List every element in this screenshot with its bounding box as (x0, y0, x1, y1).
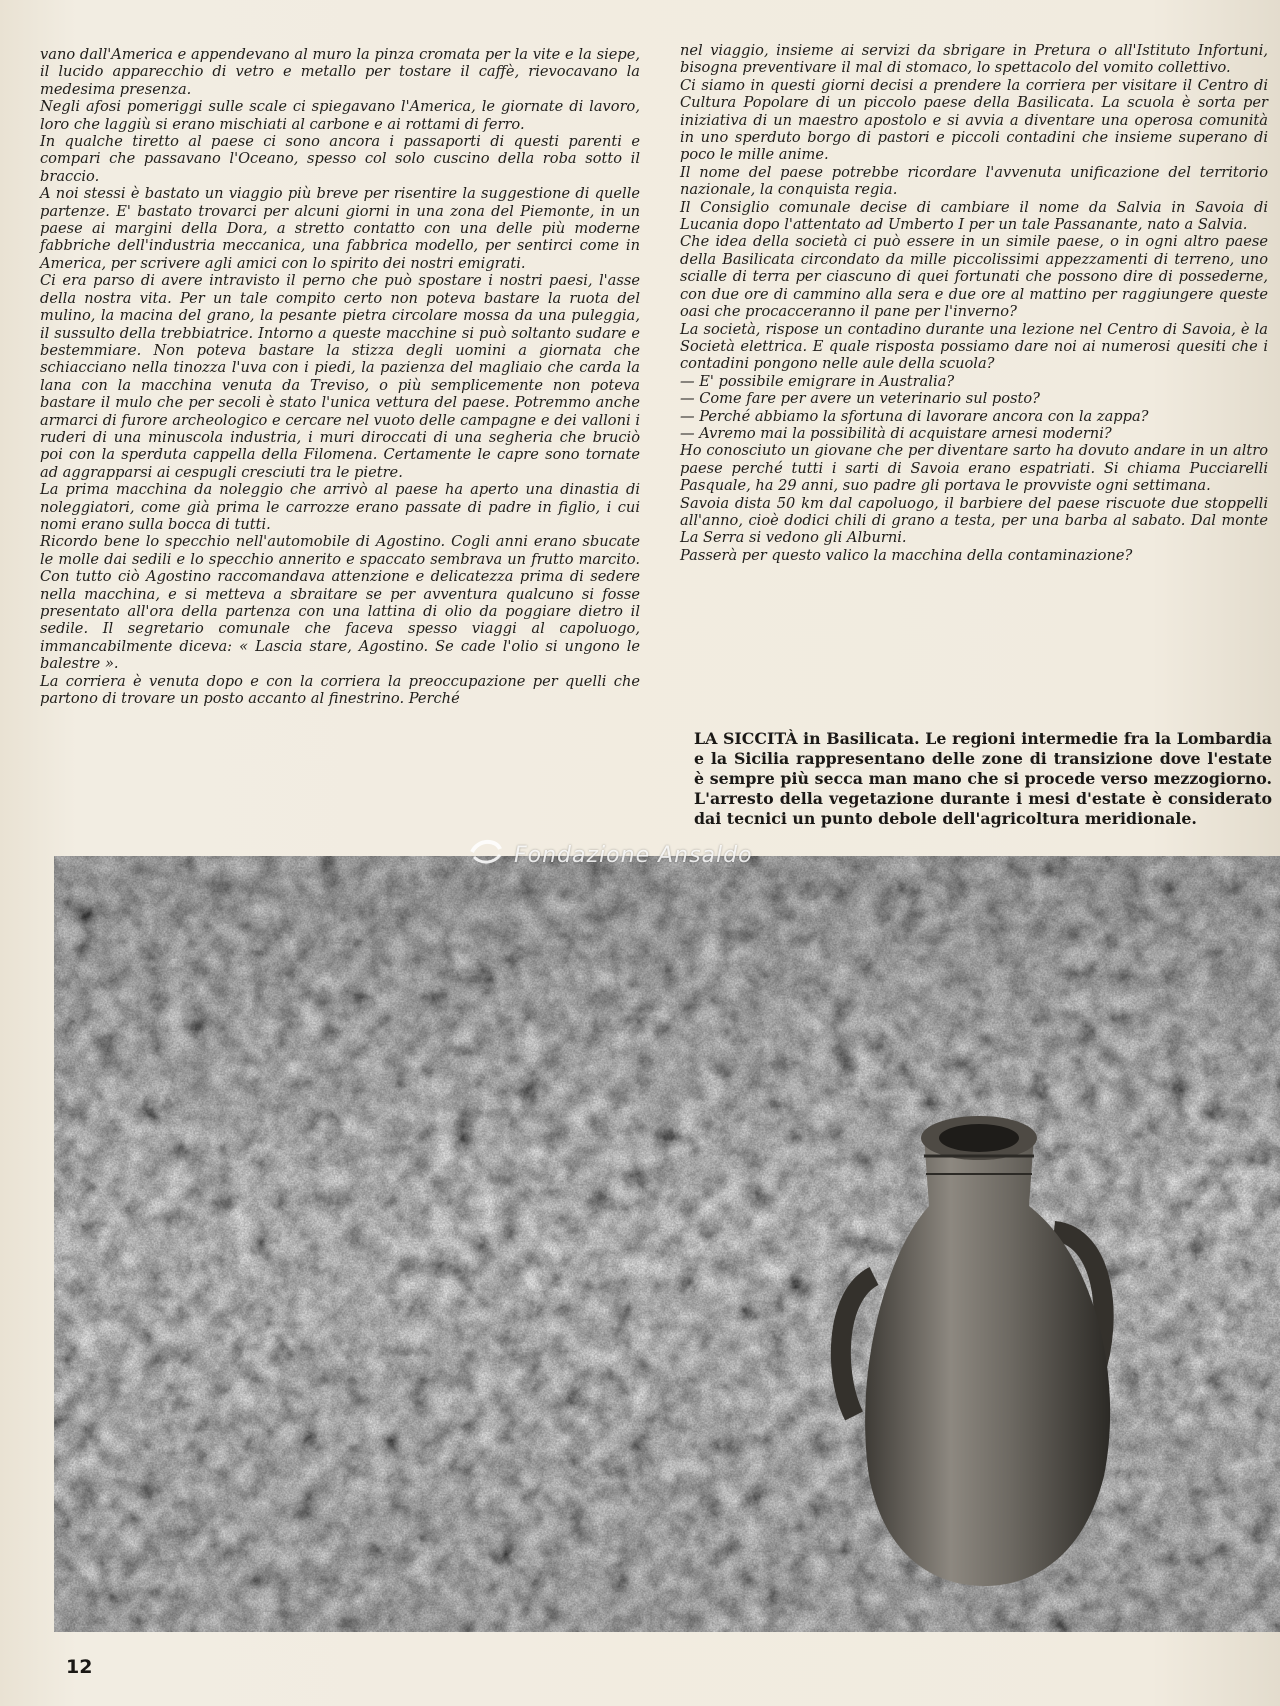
watermark (468, 838, 828, 872)
caption-heading: LA SICCITÀ (694, 729, 798, 748)
paragraph: Ci era parso di avere intravisto il perno che può spostare i nostri paesi, l'asse della nostra vita. Per un tale compito certo non poteva bastare la ruota del mulino, la macina del grano, la pesante pietra circolare mossa da una puleggia, il sussulto della trebbiatrice. Intorno a queste macchine si può soltanto sudare e bestemmiare. Non poteva bastare la stizza degli uomini a giornata che schiacciano nella tinozza l'uva con i piedi, la pazienza del magliaio che carda la lana con la macchina venuta da Treviso, o più semplicemente non poteva bastare il mulo che per secoli è stato l'unica vettura del paese. Potremmo anche armarci di furore archeologico e cercare nel vuoto delle campagne e dei valloni i ruderi di una minuscola industria, i muri diroccati di una segheria che bruciò poi con la sperduta cappella della Filomena. Certamente le capre sono tornate ad aggrapparsi ai cespugli cresciuti tra le pietre. (40, 272, 640, 481)
photo-caption (694, 729, 1272, 829)
paragraph: Il nome del paese potrebbe ricordare l'avvenuta unificazione del territorio nazionale, la conquista regia. (680, 163, 1268, 199)
question-item: — Perché abbiamo la sfortuna di lavorare ancora con la zappa? (680, 407, 1149, 425)
paragraph: La società, rispose un contadino durante una lezione nel Centro di Savoia, è la Società elettrica. E quale risposta possiamo dare noi ai numerosi quesiti che i contadini pongono nelle aule della scuola? (680, 320, 1268, 373)
left-text-column (40, 46, 640, 707)
question-item: — Avremo mai la possibilità di acquistare arnesi moderni? (680, 424, 1112, 442)
paragraph: vano dall'America e appendevano al muro la pinza cromata per la vite e la siepe, il lucido apparecchio di vetro e metallo per tostare il caffè, rievocavano la medesima presenza. (40, 46, 640, 98)
paragraph: A noi stessi è bastato un viaggio più breve per risentire la suggestione di quelle partenze. E' bastato trovarci per alcuni giorni in una zona del Piemonte, in un paese ai margini della Dora, a stretto contatto con una delle più moderne fabbriche dell'industria meccanica, una fabbrica modello, per sentirci come in America, per scrivere agli amici con lo spirito dei nostri emigrati. (40, 185, 640, 272)
right-text-column (680, 42, 1268, 564)
paragraph: Savoia dista 50 km dal capoluogo, il barbiere del paese riscuote due stoppelli all'anno, cioè dodici chili di grano a testa, per una barba al sabato. Dal monte La Serra si vedono gli Alburni. (680, 494, 1268, 547)
question-item: — Come fare per avere un veterinario sul posto? (680, 390, 1040, 408)
paragraph: nel viaggio, insieme ai servizi da sbrigare in Pretura o all'Istituto Infortuni, bisogna preventivare il mal di stomaco, lo spettacolo del vomito collettivo. (680, 42, 1268, 77)
paragraph: In qualche tiretto al paese ci sono ancora i passaporti di questi parenti e compari che passavano l'Oceano, spesso col solo cuscino della roba sotto il braccio. (40, 133, 640, 185)
ansaldo-logo-icon (468, 837, 504, 873)
paragraph: Che idea della società ci può essere in un simile paese, o in ogni altro paese della Basilicata circondato da mille piccolissimi appezzamenti di terreno, uno scialle di terra per ciascuno di quei fortunati che possono dire di possederne, con due ore di cammino alla sera e due ore al mattino per raggiungere queste oasi che procacceranno il pane per l'inverno? (680, 233, 1268, 321)
paragraph: Ho conosciuto un giovane che per diventare sarto ha dovuto andare in un altro paese perché tutti i sarti di Savoia erano espatriati. Si chiama Pucciarelli Pasquale, ha 29 anni, suo padre gli portava le provviste ogni settimana. (680, 442, 1268, 495)
paragraph: La corriera è venuta dopo e con la corriera la preoccupazione per quelli che partono di trovare un posto accanto al finestrino. Perché (40, 672, 640, 708)
paragraph: Ricordo bene lo specchio nell'automobile di Agostino. Cogli anni erano sbucate le molle dai sedili e lo specchio annerito e spaccato sembrava un frutto marcito. Con tutto ciò Agostino raccomandava attenzione e delicatezza prima di sedere nella macchina, e si metteva a sbraitare se per avventura qualcuno si fosse presentato all'ora della partenza con una lattina di olio da poggiare dietro il sedile. Il segretario comunale che faceva spesso viaggi al capoluogo, immancabilmente diceva: « Lascia stare, Agostino. Se cade l'olio si ungono le balestre ». (40, 533, 640, 673)
paragraph: La prima macchina da noleggio che arrivò al paese ha aperto una dinastia di noleggiatori, come già prima le carrozze erano passate di padre in figlio, i cui nomi erano sulla bocca di tutti. (40, 481, 640, 533)
caption-body: in Basilicata. Le regioni intermedie fra la Lombardia e la Sicilia rappresentano delle zone di transizione dove l'estate è sempre più secca man mano che si procede verso mezzogiorno. L'arresto della vegetazione durante i mesi d'estate è considerato dai tecnici un punto debole dell'agricoltura meridionale. (694, 729, 1272, 828)
dry-soil-amphora-photo (54, 856, 1280, 1632)
page-number: 12 (66, 1656, 93, 1678)
paragraph: Il Consiglio comunale decise di cambiare il nome da Salvia in Savoia di Lucania dopo l'attentato ad Umberto I per un tale Passanante, nato a Salvia. (680, 198, 1268, 234)
paragraph: Negli afosi pomeriggi sulle scale ci spiegavano l'America, le giornate di lavoro, loro che laggiù si erano mischiati al carbone e ai rottami di ferro. (40, 98, 640, 133)
paragraph: Ci siamo in questi giorni decisi a prendere la corriera per visitare il Centro di Cultura Popolare di un piccolo paese della Basilicata. La scuola è sorta per iniziativa di un maestro apostolo e si avvia a diventare una operosa comunità in uno sperduto borgo di pastori e piccoli contadini che insieme superano di poco le mille anime. (680, 76, 1268, 164)
watermark-text: Fondazione Ansaldo (514, 842, 753, 868)
paragraph: Passerà per questo valico la macchina della contaminazione? (680, 546, 1133, 564)
question-item: — E' possibile emigrare in Australia? (680, 372, 955, 390)
